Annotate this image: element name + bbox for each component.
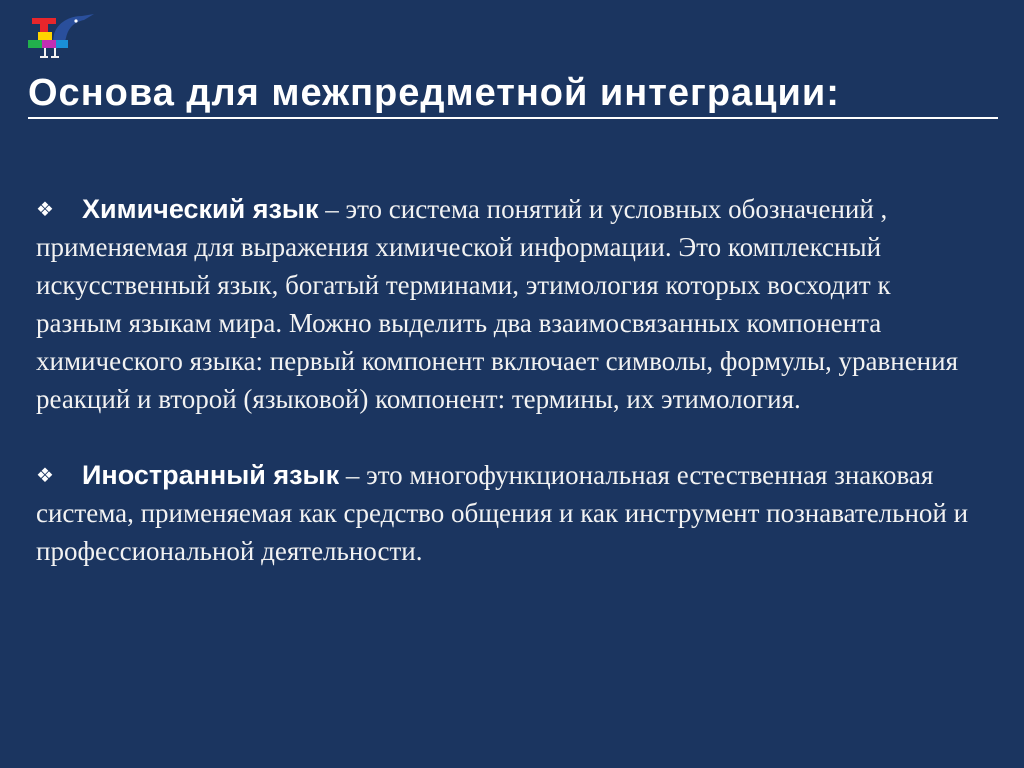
term-definition: это многофункциональная естественная знаковая система, применяемая как средство общения и как инструмент познавательной и профессиональной деятельности.: [36, 460, 969, 566]
term-label: Химический язык: [82, 194, 319, 224]
title-underline: [28, 117, 998, 119]
content-body: [36, 190, 976, 570]
bird-logo-icon: [24, 12, 96, 60]
term-definition: это система понятий и условных обозначений , применяемая для выражения химической информации. Это комплексный искусственный язык, богатый терминами, этимология которых восходит к разным языкам мира. Можно выделить два взаимосвязанных компонента химического языка: первый компонент включает символы, формулы, уравнения реакций и второй (языковой) компонент: термины, их этимология.: [36, 194, 958, 414]
term-dash: –: [318, 194, 346, 224]
list-item: [36, 190, 976, 418]
list-item: [36, 456, 976, 570]
diamond-bullet-icon: ❖: [36, 463, 54, 487]
term-dash: –: [339, 460, 367, 490]
term-label: Иностранный язык: [82, 460, 340, 490]
page-title: Основа для межпредметной интеграции:: [28, 72, 840, 114]
diamond-bullet-icon: ❖: [36, 197, 54, 221]
